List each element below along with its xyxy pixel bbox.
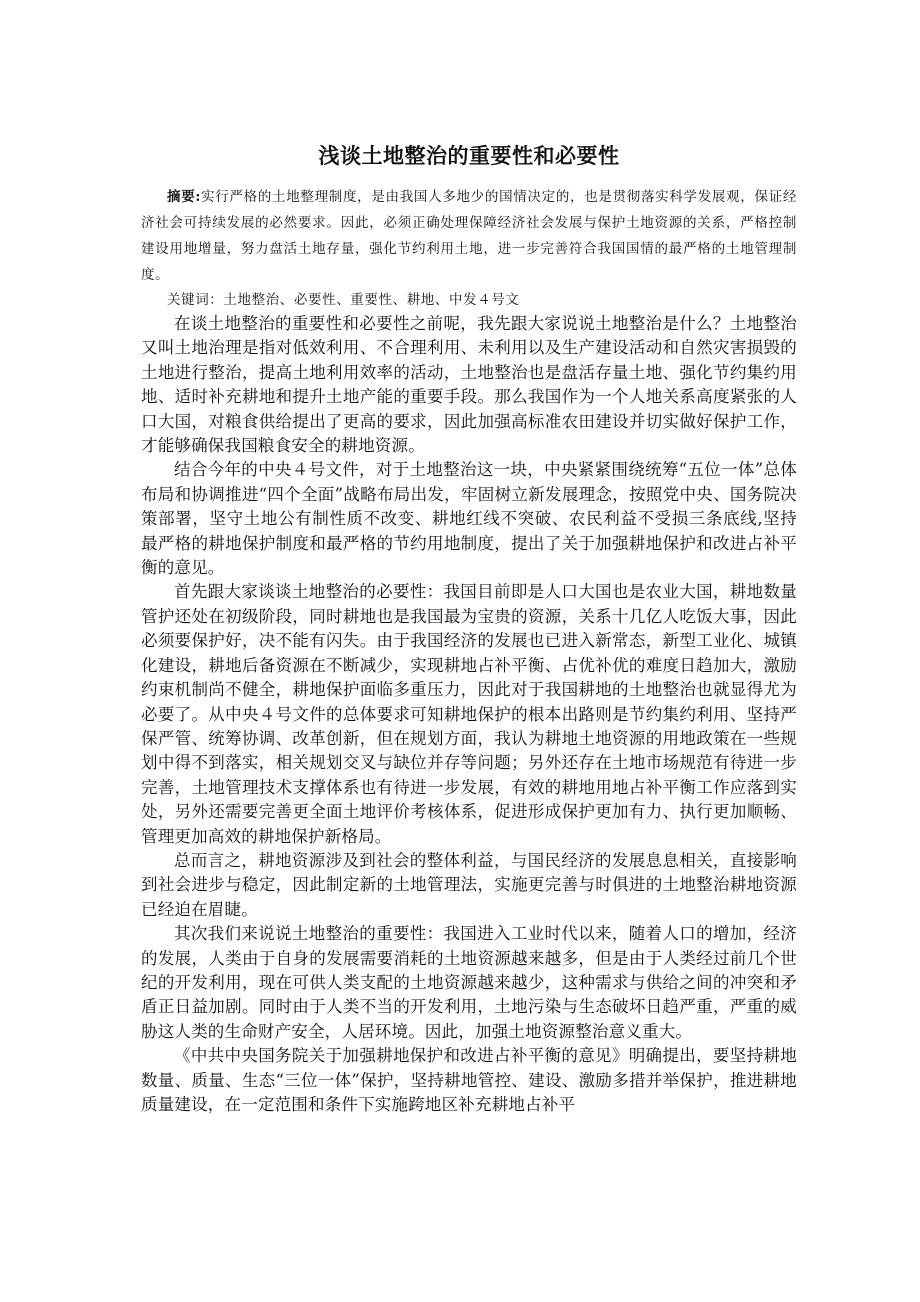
- paragraph-importance: 其次我们来说说土地整治的重要性：我国进入工业时代以来，随着人口的增加，经济的发展，人类由于自身的发展需要消耗的土地资源越来越多，但是由于人类经过前几个世纪的开发利用，现在可供人类支配的土地资源越来越少，这种需求与供给之间的冲突和矛盾正日益加剧。同时由于人类不当的开发利用，土地污染与生态破坏日趋严重，严重的威胁这人类的生命财产安全，人居环境。因此，加强土地资源整治意义重大。: [141, 924, 797, 1041]
- abstract-text: 实行严格的土地整理制度，是由我国人多地少的国情决定的，也是贯彻落实科学发展观，保证经济社会可持续发展的必然要求。因此，必须正确处理保障经济社会发展与保护土地资源的关系，严格控制建设用地增量，努力盘活土地存量，强化节约利用土地，进一步完善符合我国国情的最严格的土地管理制度。: [141, 189, 797, 283]
- paragraph-document-4: 结合今年的中央４号文件，对于土地整治这一块，中央紧紧围绕统筹“五位一体”总体布局和协调推进“四个全面”战略布局出发，牢固树立新发展理念，按照党中央、国务院决策部署，坚守土地公有制性质不改变、耕地红线不突破、农民利益不受损三条底线,坚持最严格的耕地保护制度和最严格的节约用地制度，提出了关于加强耕地保护和改进占补平衡的意见。: [141, 460, 797, 578]
- keywords: 关键词：土地整治、必要性、重要性、耕地、中发４号文: [167, 292, 520, 308]
- document-title: 浅谈土地整治的重要性和必要性: [318, 144, 620, 168]
- document-page: [141, 0, 797, 1117]
- paragraph-opinion: 《中共中央国务院关于加强耕地保护和改进占补平衡的意见》明确提出，要坚持耕地数量、质量、生态“三位一体”保护，坚持耕地管控、建设、激励多措并举保护，推进耕地质量建设，在一定范围和条件下实施跨地区补充耕地占补平: [141, 1046, 797, 1114]
- abstract-label: 摘要:: [167, 189, 201, 205]
- abstract: [141, 184, 797, 288]
- paragraph-necessity: 首先跟大家谈谈土地整治的必要性：我国目前即是人口大国也是农业大国，耕地数量管护还处在初级阶段，同时耕地也是我国最为宝贵的资源，关系十几亿人吃饭大事，因此必须要保护好，决不能有闪失。由于我国经济的发展也已进入新常态，新型工业化、城镇化建设，耕地后备资源在不断减少，实现耕地占补平衡、占优补优的难度日趋加大，激励约束机制尚不健全，耕地保护面临多重压力，因此对于我国耕地的土地整治也就显得尤为必要了。从中央４号文件的总体要求可知耕地保护的根本出路则是节约集约利用、坚持严保严管、统筹协调、改革创新，但在规划方面，我认为耕地土地资源的用地政策在一些规划中得不到落实，相关规划交叉与缺位并存等问题；另外还存在土地市场规范有待进一步完善，土地管理技术支撑体系也有待进一步发展，有效的耕地用地占补平衡工作应落到实处，另外还需要完善更全面土地评价考核体系，促进形成保护更加有力、执行更加顺畅、管理更加高效的耕地保护新格局。: [141, 582, 797, 846]
- paragraph-summary: 总而言之，耕地资源涉及到社会的整体利益，与国民经济的发展息息相关，直接影响到社会进步与稳定，因此制定新的土地管理法，实施更完善与时俱进的土地整治耕地资源已经迫在眉睫。: [141, 850, 797, 919]
- paragraph-intro: 在谈土地整治的重要性和必要性之前呢，我先跟大家说说土地整治是什么？土地整治又叫土地治理是指对低效利用、不合理利用、未利用以及生产建设活动和自然灾害损毁的土地进行整治，提高土地利用效率的活动，土地整治也是盘活存量土地、强化节约集约用地、适时补充耕地和提升土地产能的重要手段。那么我国作为一个人地关系高度紧张的人口大国，对粮食供给提出了更高的要求，因此加强高标准农田建设并切实做好保护工作，才能够确保我国粮食安全的耕地资源。: [141, 314, 797, 456]
